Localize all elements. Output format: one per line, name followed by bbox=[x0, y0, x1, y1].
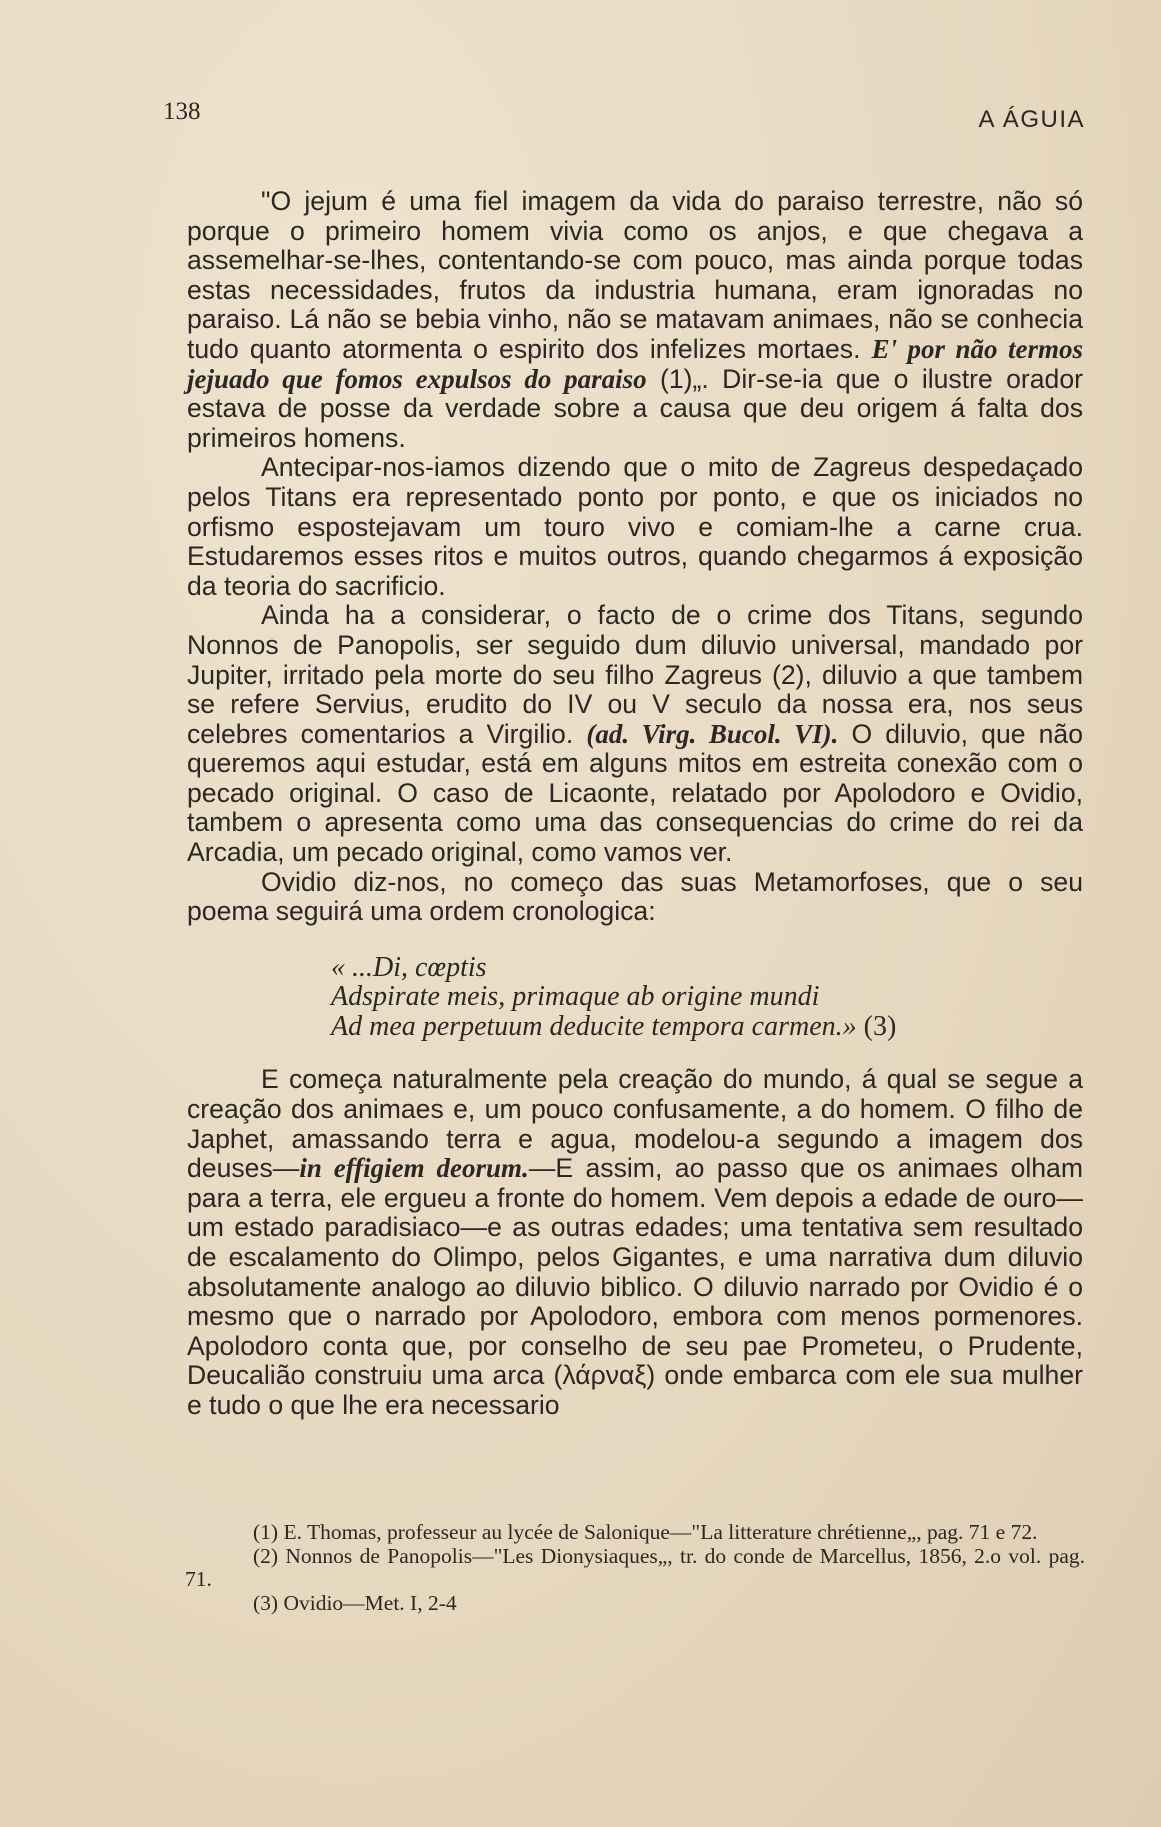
paragraph-5 bbox=[187, 1065, 1083, 1420]
body-text bbox=[187, 187, 1083, 1420]
quote-line-3 bbox=[331, 1012, 1083, 1042]
footnote-ref-2: (2), bbox=[772, 659, 812, 690]
footnotes bbox=[185, 1521, 1085, 1615]
paragraph-4: Ovidio diz-nos, no começo das suas Metamorfoses, que o seu poema seguirá uma ordem cronologica: bbox=[187, 866, 1083, 927]
paragraph-1-tail: Dir-se-ia que o ilustre orador estava de posse da verdade sobre a causa que deu origem á falta dos primeiros homens. bbox=[187, 363, 1083, 453]
paragraph-5-italic: in effigiem deorum. bbox=[299, 1153, 529, 1184]
footnote-1: (1) E. Thomas, professeur au lycée de Salonique—"La litterature chrétienne„, pag. 71 e 72. bbox=[253, 1520, 1038, 1544]
paragraph-5-text: E começa naturalmente pela creação do mundo, á qual se segue a creação dos animaes e, um pouco confusamente, a do homem. O filho de Japhet, amassando terra e agua, modelou-a segundo a imagem dos deuses— bbox=[187, 1064, 1083, 1184]
footnote-ref-1: (1)„. bbox=[660, 363, 709, 394]
quote-line-2: Adspirate meis, primaque ab origine mundi bbox=[331, 981, 820, 1013]
paragraph-3-middle: diluvio a que tambem se refere Servius, erudito do IV ou V seculo da nossa era, nos seus celebres comentarios a Virgilio. bbox=[187, 659, 1084, 749]
paragraph-3 bbox=[187, 601, 1083, 867]
latin-quote bbox=[331, 953, 1083, 1042]
footnote-2: (2) Nonnos de Panopolis—"Les Dionysiaques„, tr. do conde de Marcellus, 1856, 2.o vol. pag. 71. bbox=[185, 1543, 1085, 1592]
paragraph-1 bbox=[187, 187, 1083, 453]
paragraph-5-tail: —E assim, ao passo que os animaes olham para a terra, ele ergueu a fronte do homem. Vem depois a edade de ouro—um estado paradisiaco—e as outras edades; uma tentativa sem resultado de escalamento do Olimpo, pelos Gigantes, e uma narrativa dum diluvio absolutamente analogo ao diluvio biblico. O diluvio narrado por Ovidio é o mesmo que o narrado por Apolodoro, embora com menos pormenores. Apolodoro conta que, por conselho de seu pae Prometeu, o Prudente, Deucalião construiu uma arca (λάρναξ) onde embarca com ele sua mulher e tudo o que lhe era necessario bbox=[187, 1153, 1083, 1420]
page-number: 138 bbox=[163, 98, 201, 125]
paragraph-1-italic-quote: E' por não termos jejuado que fomos expulsos do paraiso bbox=[187, 333, 1083, 394]
quote-line-3-text: Ad mea perpetuum deducite tempora carmen.» bbox=[331, 1010, 857, 1042]
paragraph-3-citation: (ad. Virg. Bucol. VI). bbox=[586, 718, 839, 749]
footnote-3: (3) Ovidio—Met. I, 2-4 bbox=[253, 1590, 457, 1615]
footnote-ref-3: (3) bbox=[863, 1010, 897, 1042]
paragraph-1-text: "O jejum é uma fiel imagem da vida do paraiso terrestre, não só porque o primeiro homem vivia como os anjos, e que chegava a assemelhar-se-lhes, contentando-se com pouco, mas ainda porque todas estas necessidades, frutos da industria humana, eram ignoradas no paraiso. Lá não se bebia vinho, não se matavam animaes, não se conhecia tudo quanto atormenta o espirito dos infelizes mortaes. bbox=[187, 186, 1083, 364]
running-title: A ÁGUIA bbox=[978, 106, 1085, 133]
quote-line-1: « ...Di, cœptis bbox=[331, 951, 487, 983]
paragraph-3-tail: O diluvio, que não queremos aqui estudar, está em alguns mitos em estreita conexão com o pecado original. O caso de Licaonte, relatado por Apolodoro e Ovidio, tambem o apresenta como uma das consequencias do crime do rei da Arcadia, um pecado original, como vamos ver. bbox=[187, 718, 1084, 868]
paragraph-2: Antecipar-nos-iamos dizendo que o mito de Zagreus despedaçado pelos Titans era representado ponto por ponto, e que os iniciados no orfismo espostejavam um touro vivo e comiam-lhe a carne crua. Estudaremos esses ritos e muitos outros, quando chegarmos á exposição da teoria do sacrificio. bbox=[187, 452, 1083, 601]
paragraph-3-text: Ainda ha a considerar, o facto de o crime dos Titans, segundo Nonnos de Panopolis, ser seguido dum diluvio universal, mandado por Jupiter, irritado pela morte do seu filho Zagreus bbox=[187, 600, 1083, 690]
